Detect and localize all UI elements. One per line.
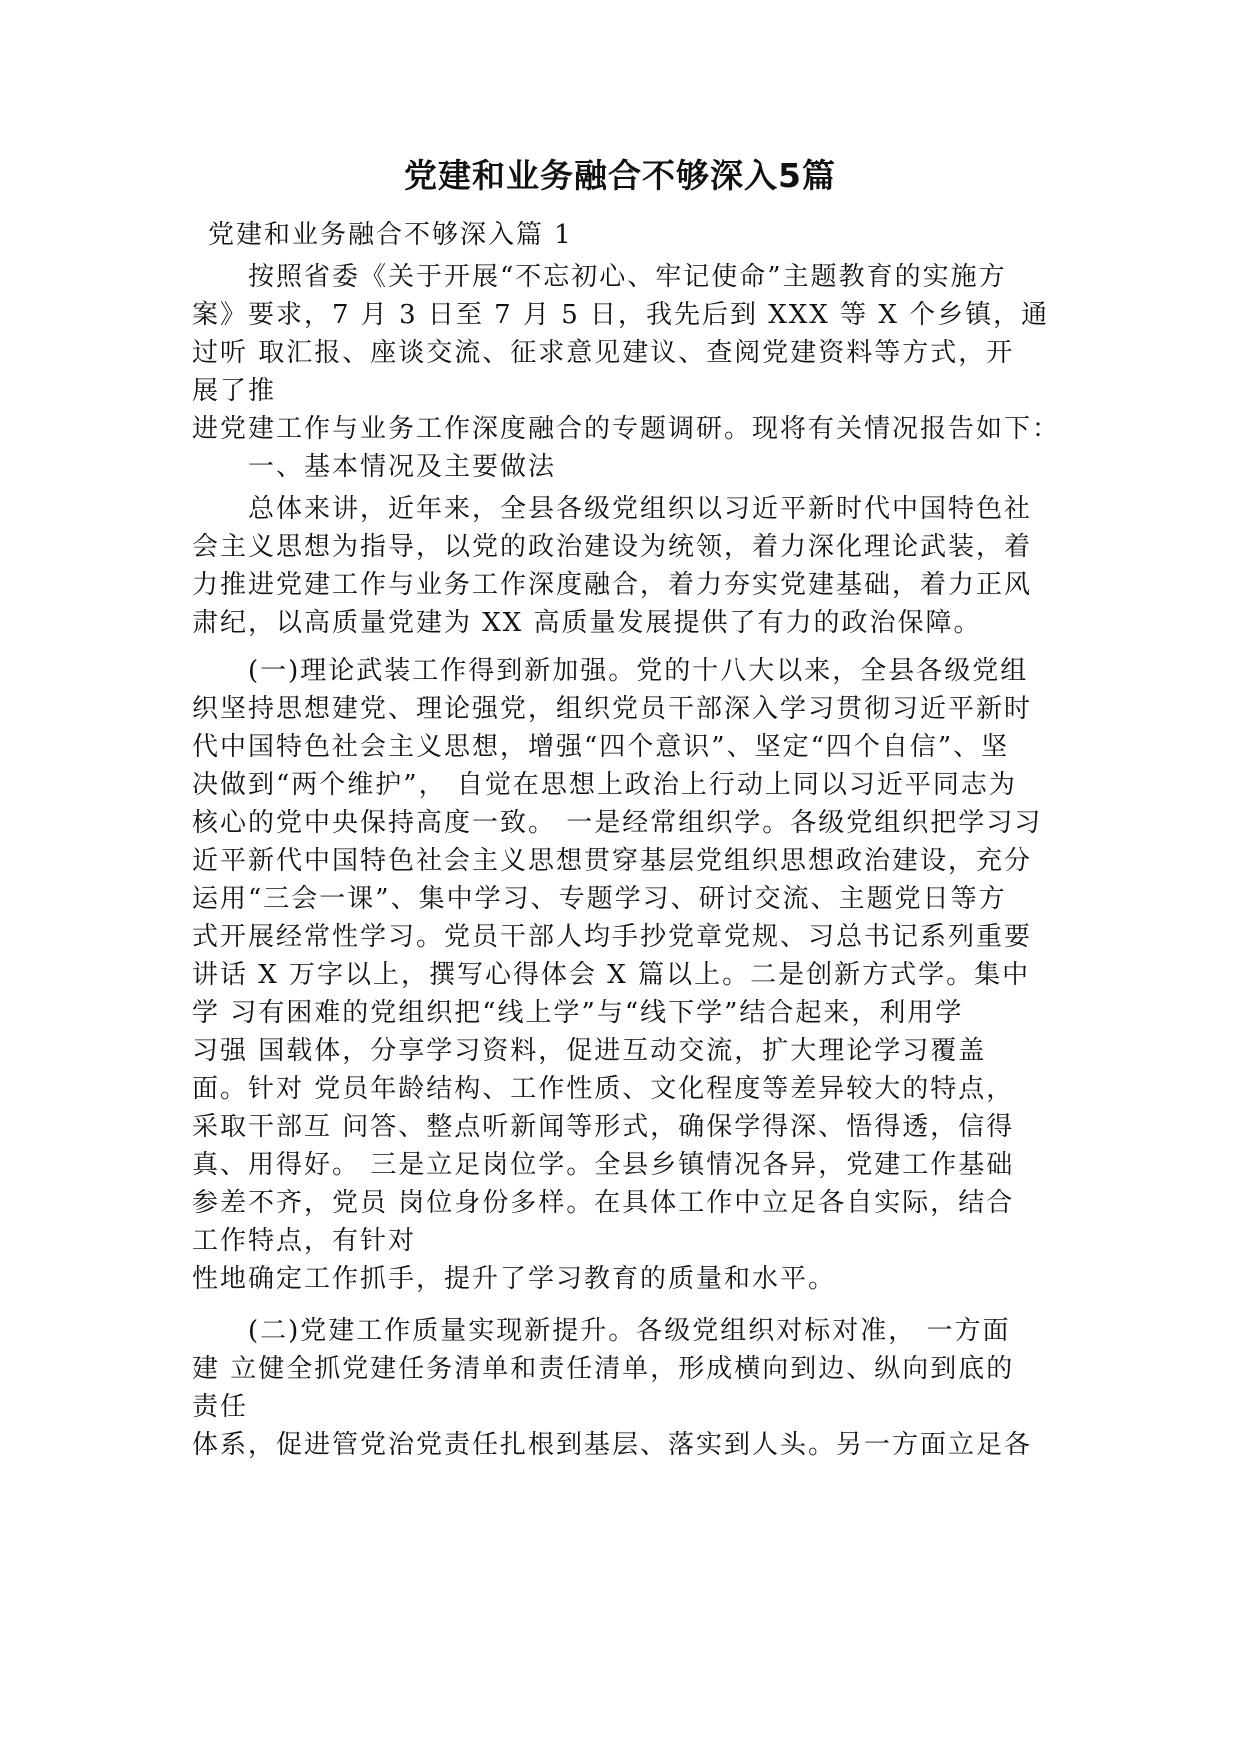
paragraph-line: 代中国特色社会主义思想，增强“四个意识”、坚定“四个自信”、坚: [192, 732, 1010, 762]
paragraph-line: 近平新代中国特色社会主义思想贯穿基层党组织思想政治建设，充分: [192, 846, 1033, 876]
paragraph-line: 案》要求，7 月 3 日至 7 月 5 日，我先后到 XXX 等 X 个乡镇，通: [192, 300, 1050, 330]
paragraph-line: 进党建工作与业务工作深度融合的专题调研。现将有关情况报告如下：: [192, 414, 1061, 444]
paragraph-line: 面。针对 党员年龄结构、工作性质、文化程度等差异较大的特点，: [192, 1074, 1015, 1104]
paragraph-line: 采取干部互 问答、整点听新闻等形式，确保学得深、悟得透，信得: [192, 1112, 1015, 1142]
paragraph-line: (二)党建工作质量实现新提升。各级党组织对标对准， 一方面: [248, 1316, 1011, 1346]
paragraph-line: (一)理论武装工作得到新加强。党的十八大以来，全县各级党组: [248, 656, 1029, 686]
paragraph-line: 决做到“两个维护”， 自觉在思想上政治上行动上同以习近平同志为: [192, 770, 1017, 800]
paragraph-line: 运用“三会一课”、集中学习、专题学习、研讨交流、主题党日等方: [192, 884, 1007, 914]
paragraph-line: 工作特点，有针对: [192, 1226, 417, 1256]
paragraph-line: 学 习有困难的党组织把“线上学”与“线下学”结合起来，利用学: [192, 998, 964, 1028]
paragraph-line: 核心的党中央保持高度一致。 一是经常组织学。各级党组织把学习习: [192, 808, 1043, 838]
paragraph-line: 力推进党建工作与业务工作深度融合，着力夯实党建基础，着力正风: [192, 570, 1033, 600]
document-title: 党建和业务融合不够深入5篇: [404, 156, 836, 195]
paragraph-line: 织坚持思想建党、理论强党，组织党员干部深入学习贯彻习近平新时: [192, 694, 1033, 724]
paragraph-line: 参差不齐，党员 岗位身份多样。在具体工作中立足各自实际，结合: [192, 1188, 1015, 1218]
paragraph-line: 体系，促进管党治党责任扎根到基层、落实到人头。另一方面立足各: [192, 1430, 1033, 1460]
paragraph-line: 责任: [192, 1392, 249, 1422]
paragraph-line: 性地确定工作抓手，提升了学习教育的质量和水平。: [192, 1264, 837, 1294]
section-heading: 党建和业务融合不够深入篇 1: [208, 220, 573, 250]
paragraph-line: 展了推: [192, 376, 277, 406]
subheading: 一、基本情况及主要做法: [248, 452, 557, 482]
paragraph-line: 习强 国载体，分享学习资料，促进互动交流，扩大理论学习覆盖: [192, 1036, 987, 1066]
paragraph-line: 总体来讲，近年来，全县各级党组织以习近平新时代中国特色社: [248, 494, 1033, 524]
paragraph-line: 讲话 X 万字以上，撰写心得体会 X 篇以上。二是创新方式学。集中: [192, 960, 1031, 990]
paragraph-line: 肃纪，以高质量党建为 XX 高质量发展提供了有力的政治保障。: [192, 608, 982, 638]
paragraph-line: 过听 取汇报、座谈交流、征求意见建议、查阅党建资料等方式，开: [192, 338, 1015, 368]
paragraph-line: 真、用得好。 三是立足岗位学。全县乡镇情况各异，党建工作基础: [192, 1150, 1015, 1180]
document-body: [192, 216, 1072, 1464]
paragraph-line: 按照省委《关于开展“不忘初心、牢记使命”主题教育的实施方: [248, 262, 1007, 292]
paragraph-line: 式开展经常性学习。党员干部人均手抄党章党规、习总书记系列重要: [192, 922, 1033, 952]
paragraph-line: 会主义思想为指导，以党的政治建设为统领，着力深化理论武装，着: [192, 532, 1033, 562]
paragraph-line: 建 立健全抓党建任务清单和责任清单，形成横向到边、纵向到底的: [192, 1354, 1015, 1384]
